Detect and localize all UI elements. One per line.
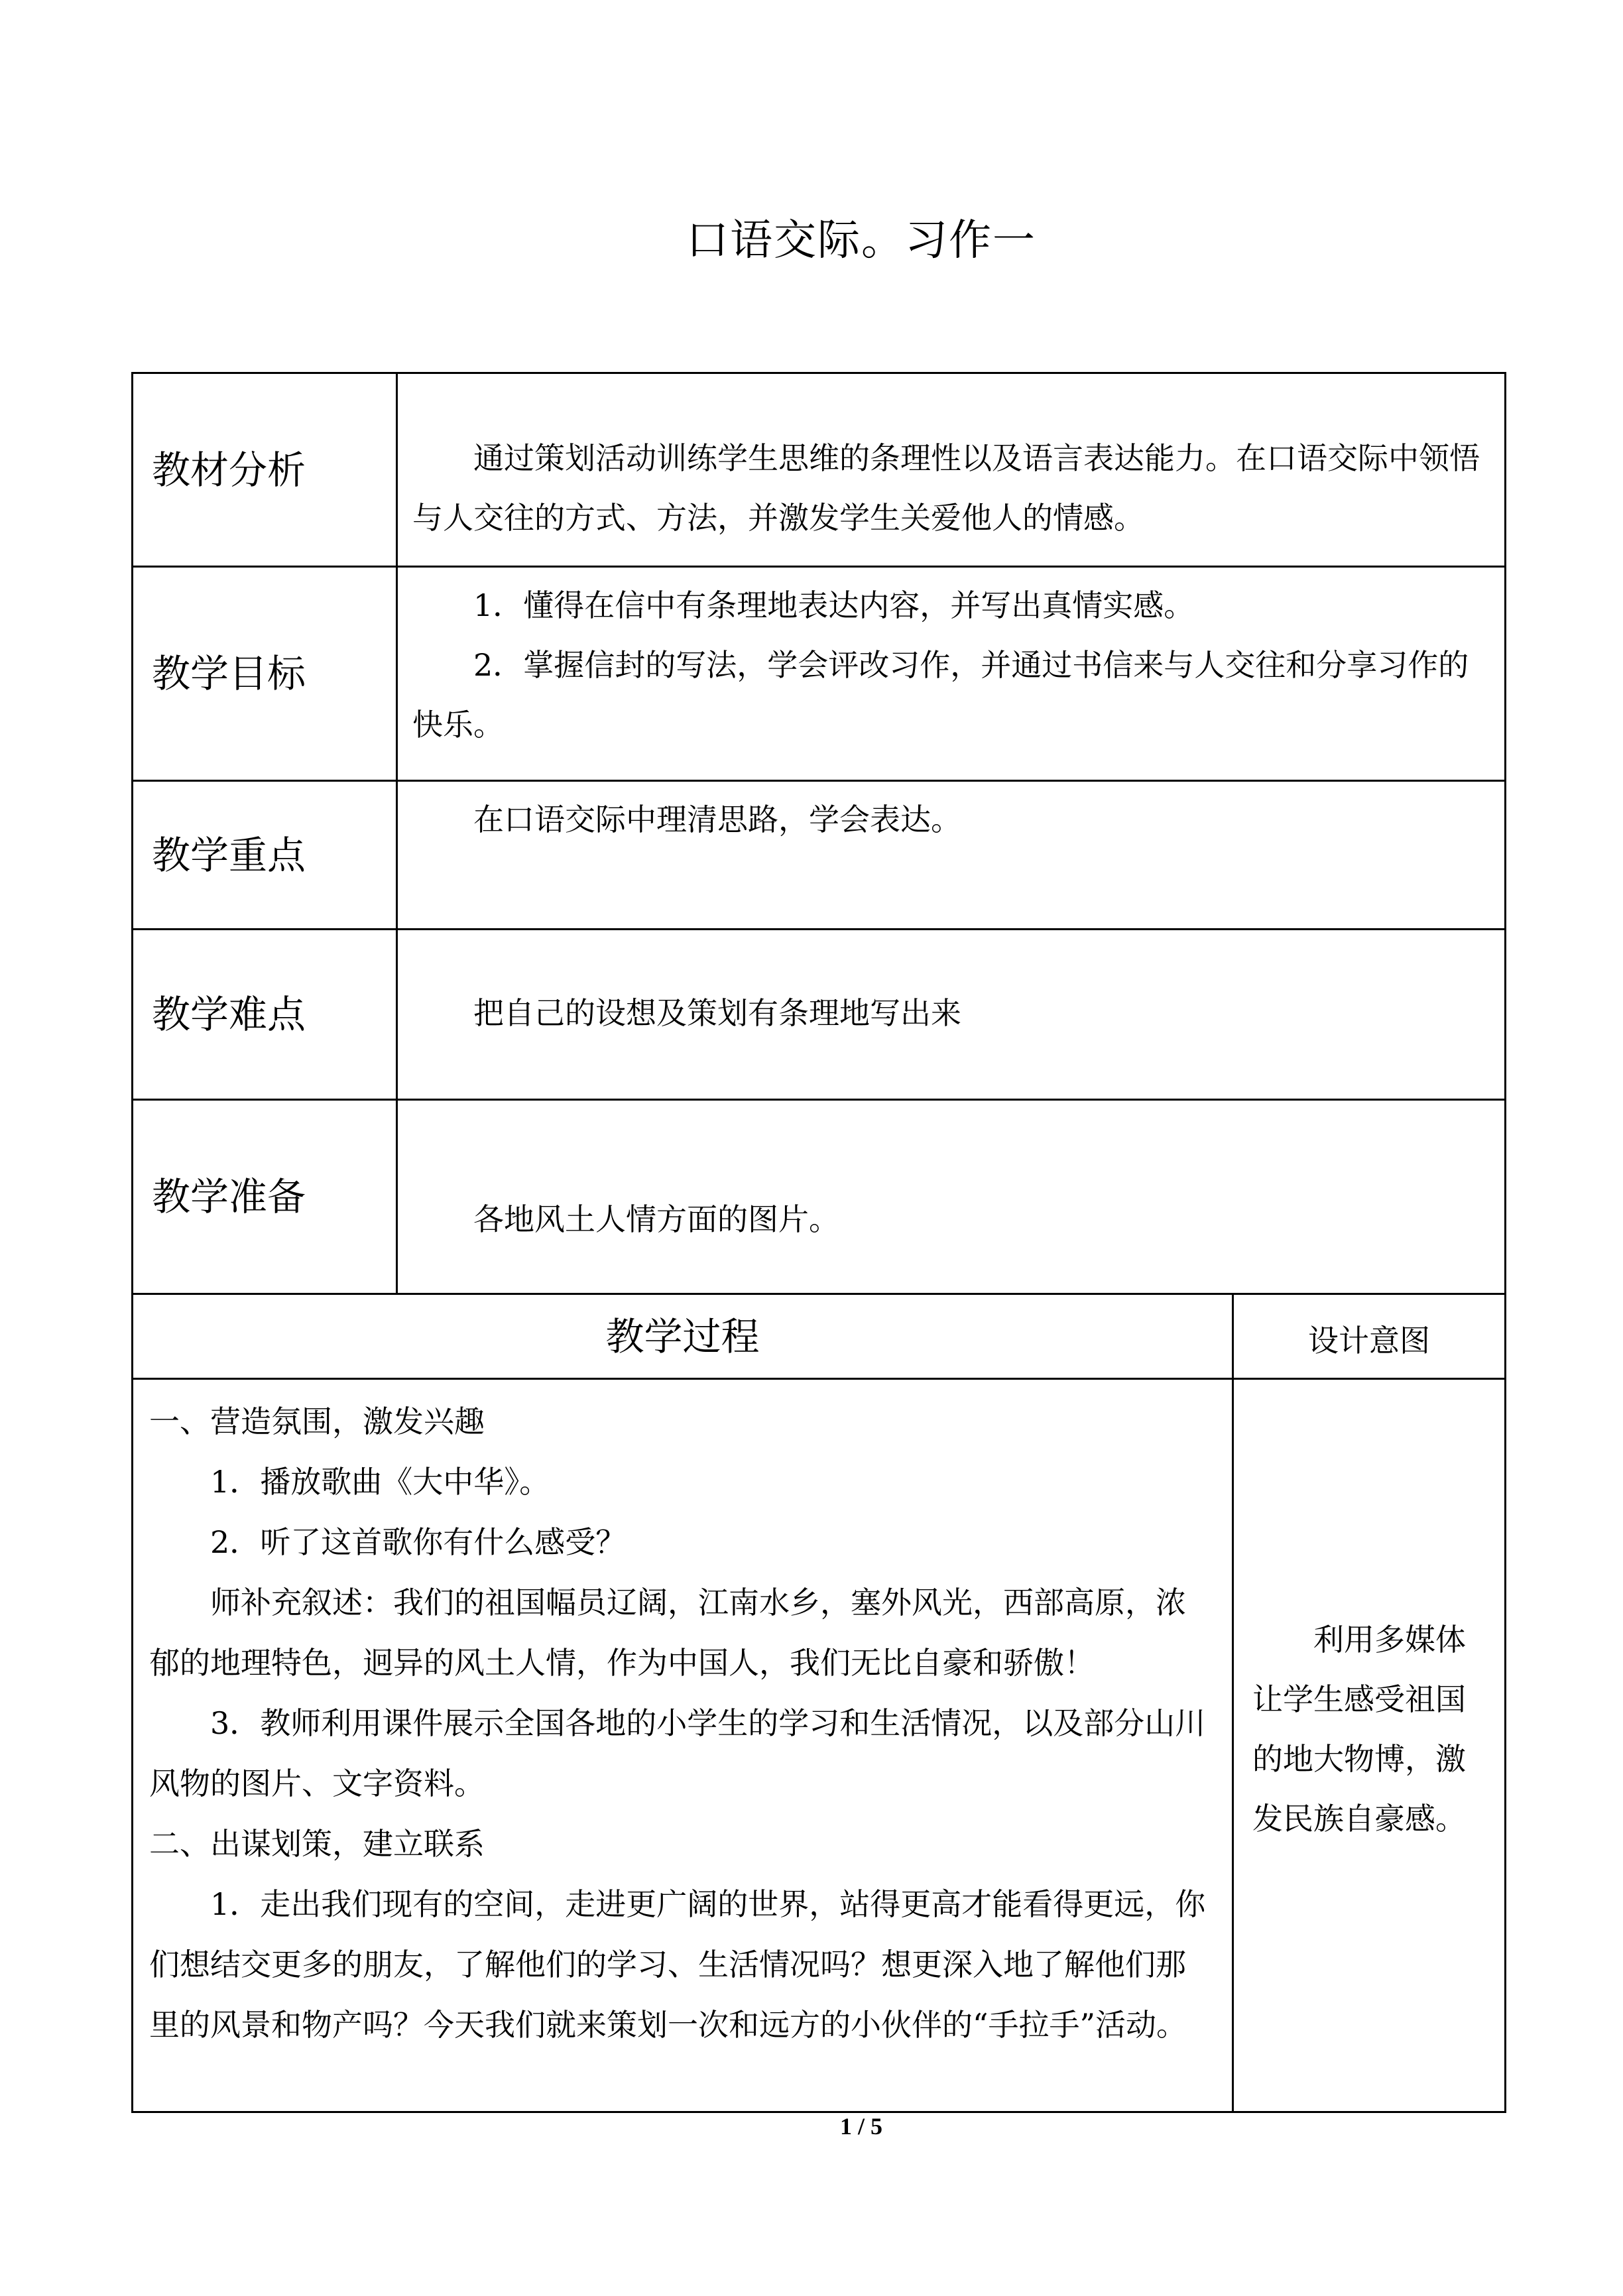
row-content: [397, 930, 1506, 1100]
row-label: 教材分析: [133, 373, 397, 567]
row-content: [397, 1100, 1506, 1294]
content-paragraph: 2．掌握信封的写法，学会评改习作，并通过书信来与人交往和分享习作的快乐。: [412, 647, 1469, 743]
process-step: 1．走出我们现有的空间，走进更广阔的世界，站得更高才能看得更远，你们想结交更多的朋友，了解他们的学习、生活情况吗？想更深入地了解他们那里的风景和物产吗？今天我们就来策划一次和远方的小伙伴的“手拉手”活动。: [149, 1886, 1206, 2043]
content-paragraph: 在口语交际中理清思路，学会表达。: [473, 802, 961, 837]
row-content: [397, 567, 1506, 781]
intent-content: [1233, 1379, 1506, 2112]
content-paragraph: 1．懂得在信中有条理地表达内容，并写出真情实感。: [473, 587, 1195, 623]
row-label: 教学准备: [133, 1100, 397, 1294]
info-row-material-analysis: [133, 373, 1506, 567]
section-heading: 一、营造氛围，激发兴趣: [149, 1404, 485, 1439]
process-step: 3．教师利用课件展示全国各地的小学生的学习和生活情况，以及部分山川风物的图片、文字资料。: [149, 1705, 1206, 1801]
intent-header: 设计意图: [1233, 1294, 1506, 1379]
section-heading: 二、出谋划策，建立联系: [149, 1826, 485, 1862]
row-label: 教学重点: [133, 781, 397, 930]
teaching-process-table: [131, 1293, 1506, 2113]
info-row-teaching-goals: [133, 567, 1506, 781]
process-step: 师补充叙述：我们的祖国幅员辽阔，江南水乡，塞外风光，西部高原，浓郁的地理特色，迥异的风土人情，作为中国人，我们无比自豪和骄傲！: [149, 1585, 1186, 1681]
intent-text: 利用多媒体让学生感受祖国的地大物博，激发民族自豪感。: [1252, 1621, 1466, 1837]
process-header: 教学过程: [133, 1294, 1233, 1379]
info-row-preparation: [133, 1100, 1506, 1294]
info-row-key-points: [133, 781, 1506, 930]
process-step: 2．听了这首歌你有什么感受？: [210, 1524, 627, 1560]
row-label: 教学目标: [133, 567, 397, 781]
content-paragraph: 各地风土人情方面的图片。: [473, 1201, 839, 1237]
info-row-difficulties: [133, 930, 1506, 1100]
document-title: 口语交际。习作一: [686, 216, 1036, 265]
process-content: [133, 1379, 1233, 2112]
row-content: [397, 373, 1506, 567]
row-label: 教学难点: [133, 930, 397, 1100]
process-header-row: [133, 1294, 1506, 1379]
page-number: 1 / 5: [839, 2113, 882, 2140]
content-paragraph: 把自己的设想及策划有条理地写出来: [473, 995, 961, 1031]
row-content: [397, 781, 1506, 930]
content-paragraph: 通过策划活动训练学生思维的条理性以及语言表达能力。在口语交际中领悟与人交往的方式、方法，并激发学生关爱他人的情感。: [412, 440, 1480, 536]
process-step: 1．播放歌曲《大中华》。: [210, 1464, 550, 1500]
process-body-row: [133, 1379, 1506, 2112]
lesson-info-table: [131, 372, 1506, 1295]
